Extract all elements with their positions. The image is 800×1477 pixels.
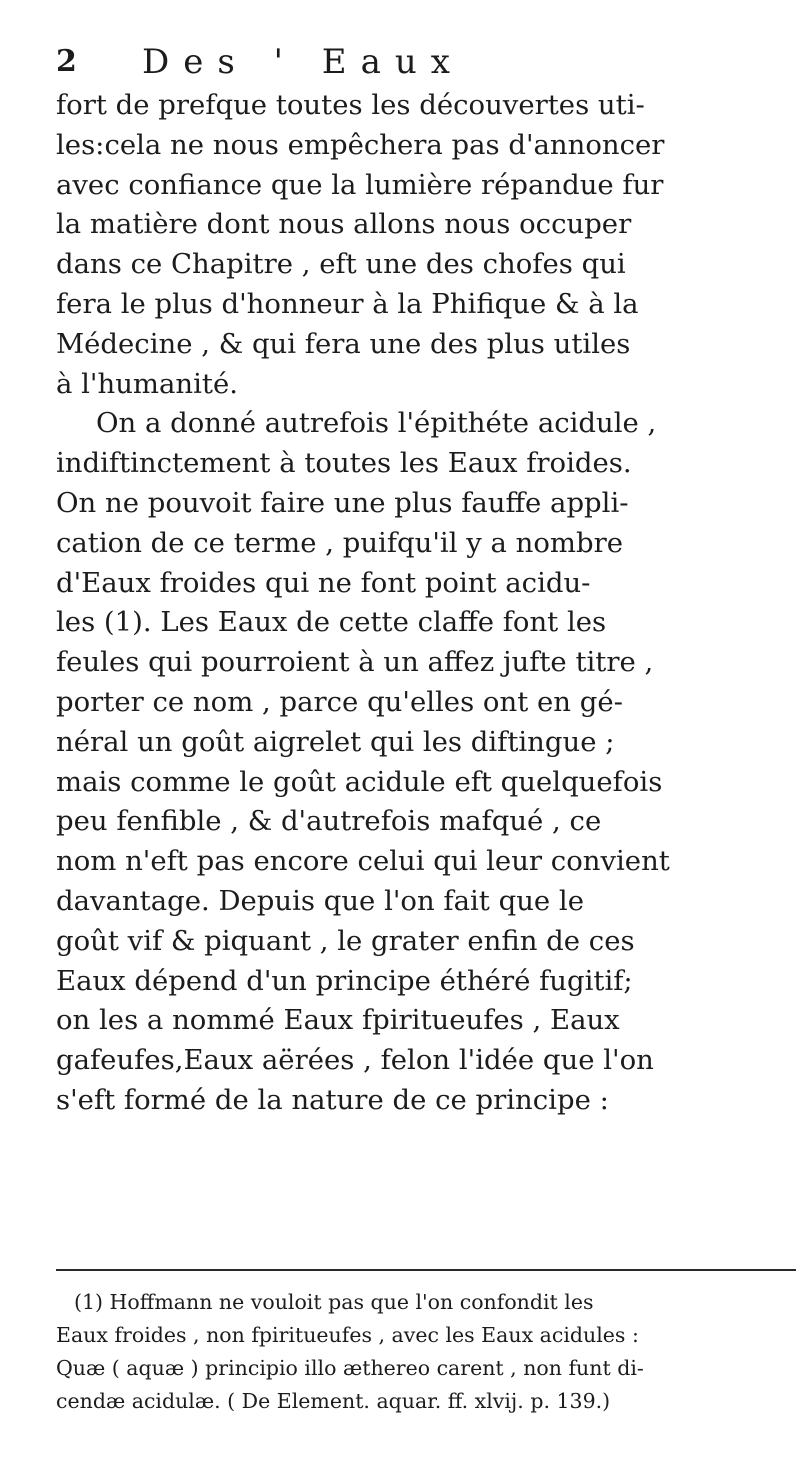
footnote	[56, 1286, 798, 1418]
text-line: à l'humanité.	[56, 367, 238, 400]
text-line: mais comme le goût acidule eft quelquefois	[56, 765, 663, 798]
body-text	[56, 86, 798, 1121]
text-line: dans ce Chapitre , eft une des chofes qui	[56, 248, 626, 281]
text-line: On ne pouvoit faire une plus fauffe appli-	[56, 486, 629, 519]
text-line: les (1). Les Eaux de cette claffe font les	[56, 606, 607, 639]
text-line: cation de ce terme , puifqu'il y a nombre	[56, 526, 624, 559]
text-line: goût vif & piquant , le grater enfin de ces	[56, 924, 635, 957]
text-line: d'Eaux froides qui ne font point acidu-	[56, 566, 591, 599]
running-head	[56, 38, 756, 86]
text-line-paragraph-start: On a donné autrefois l'épithéte acidule ,	[96, 407, 657, 440]
text-line: porter ce nom , parce qu'elles ont en gé-	[56, 685, 623, 718]
text-line: feules qui pourroient à un affez jufte titre ,	[56, 646, 654, 679]
text-line: gafeufes,Eaux aërées , felon l'idée que l'on	[56, 1044, 654, 1077]
text-line: Eaux dépend d'un principe éthéré fugitif;	[56, 964, 633, 997]
footnote-rule	[56, 1269, 796, 1271]
footnote-line: Eaux froides , non fpiritueufes , avec les Eaux acidules :	[56, 1323, 639, 1347]
text-line: s'eft formé de la nature de ce principe :	[56, 1083, 609, 1116]
text-line: indiftinctement à toutes les Eaux froides.	[56, 447, 632, 480]
text-line: on les a nommé Eaux fpiritueufes , Eaux	[56, 1004, 620, 1037]
text-line: les:cela ne nous empêchera pas d'annoncer	[56, 128, 665, 161]
footnote-line: (1) Hoffmann ne vouloit pas que l'on confondit les	[74, 1290, 594, 1314]
running-title: Des ' Eaux	[142, 42, 464, 82]
text-line: avec confiance que la lumière répandue fur	[56, 168, 664, 201]
footnote-line: Quæ ( aquæ ) principio illo æthereo carent , non funt di-	[56, 1356, 644, 1380]
page-number: 2	[56, 44, 77, 79]
text-line: la matière dont nous allons nous occuper	[56, 208, 632, 241]
text-line: fera le plus d'honneur à la Phifique & à la	[56, 287, 639, 320]
footnote-line: cendæ acidulæ. ( De Element. aquar. ff. xlvij. p. 139.)	[56, 1389, 611, 1413]
text-line: davantage. Depuis que l'on fait que le	[56, 884, 584, 917]
text-line: néral un goût aigrelet qui les diftingue ;	[56, 725, 615, 758]
text-line: peu fenfible , & d'autrefois mafqué , ce	[56, 805, 602, 838]
text-line: Médecine , & qui fera une des plus utiles	[56, 327, 631, 360]
text-line: fort de prefque toutes les découvertes uti-	[56, 89, 645, 121]
text-line: nom n'eft pas encore celui qui leur convient	[56, 845, 670, 878]
